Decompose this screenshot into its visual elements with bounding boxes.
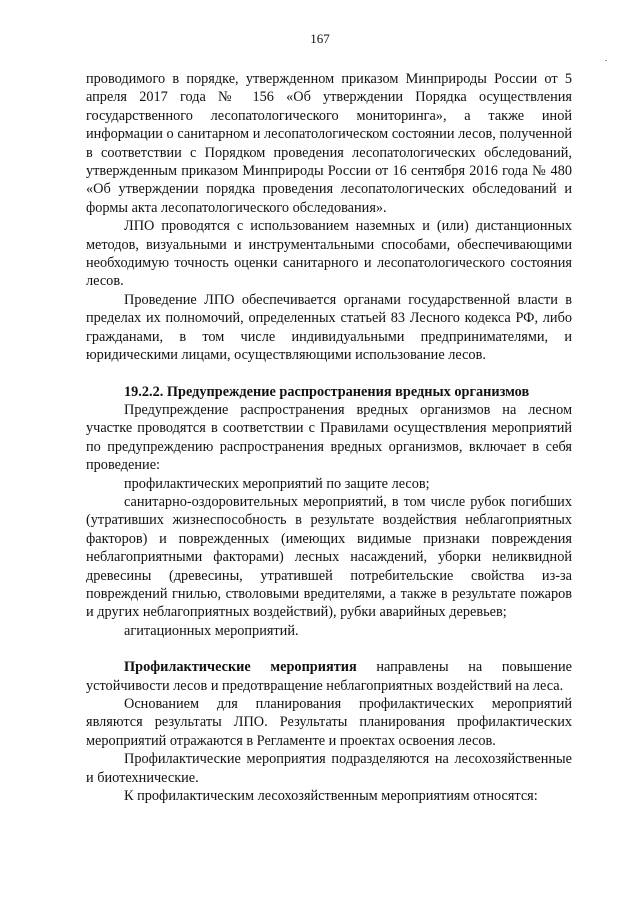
paragraph: Предупреждение распространения вредных организмов на лесном участке проводятся в соответствии с Правилами осуществления мероприятий по предупреждению распространения вредных организмов, включает в себя проведение: xyxy=(86,401,572,474)
paragraph: Основанием для планирования профилактических мероприятий являются результаты ЛПО. Результаты планирования профилактических мероприятий отражаются в Регламенте и проектах освоения лесов. xyxy=(86,696,572,749)
paragraph: Профилактические мероприятия подразделяются на лесохозяйственные и биотехнические. xyxy=(86,751,572,786)
paragraph xyxy=(86,658,572,695)
scan-mark xyxy=(605,60,607,61)
paragraph: К профилактическим лесохозяйственным мероприятиям относятся: xyxy=(124,788,538,805)
paragraph: Проведение ЛПО обеспечивается органами государственной власти в пределах их полномочий, определенных статьей 83 Лесного кодекса РФ, либо гражданами, в том числе индивидуальными предпринимателями, и юридическими лицами, осуществляющими использование лесов. xyxy=(86,291,572,364)
body-text xyxy=(86,70,572,805)
list-item: профилактических мероприятий по защите лесов; xyxy=(124,475,430,492)
section-heading: 19.2.2. Предупреждение распространения вредных организмов xyxy=(124,383,530,400)
page-number: 167 xyxy=(310,31,330,46)
list-item: агитационных мероприятий. xyxy=(124,622,299,639)
list-item: санитарно-оздоровительных мероприятий, в том числе рубок погибших (утративших жизнеспособность в результате воздействия неблагоприятных факторов) и поврежденных (имеющих видимые признаки повреждения неблагоприятными факторами) лесных насаждений, уборки неликвидной древесины (древесины, утратившей потребительские свойства из-за повреждений гнилью, стволовыми вредителями, а также в результате пожаров и других неблагоприятных воздействий), рубки аварийных деревьев; xyxy=(86,493,572,621)
bold-term: Профилактические мероприятия xyxy=(124,659,357,676)
paragraph-text: направлены на повышение устойчивости лесов и предотвращение неблагоприятных воздействий на леса. xyxy=(86,659,572,694)
paragraph: ЛПО проводятся с использованием наземных и (или) дистанционных методов, визуальными и инструментальными способами, обеспечивающими необходимую точность оценки санитарного и лесопатологического состояния лесов. xyxy=(86,218,572,290)
paragraph: проводимого в порядке, утвержденном приказом Минприроды России от 5 апреля 2017 года № 156 «Об утверждении Порядка осуществления государственного лесопатологического мониторинга», а также иной информации о санитарном и лесопатологическом состоянии лесов, полученной в соответствии с Порядком проведения лесопатологических обследований, утвержденным приказом Минприроды России от 16 сентября 2016 года № 480 «Об утверждении порядка проведения лесопатологических обследований и формы акта лесопатологического обследования». xyxy=(86,71,572,216)
